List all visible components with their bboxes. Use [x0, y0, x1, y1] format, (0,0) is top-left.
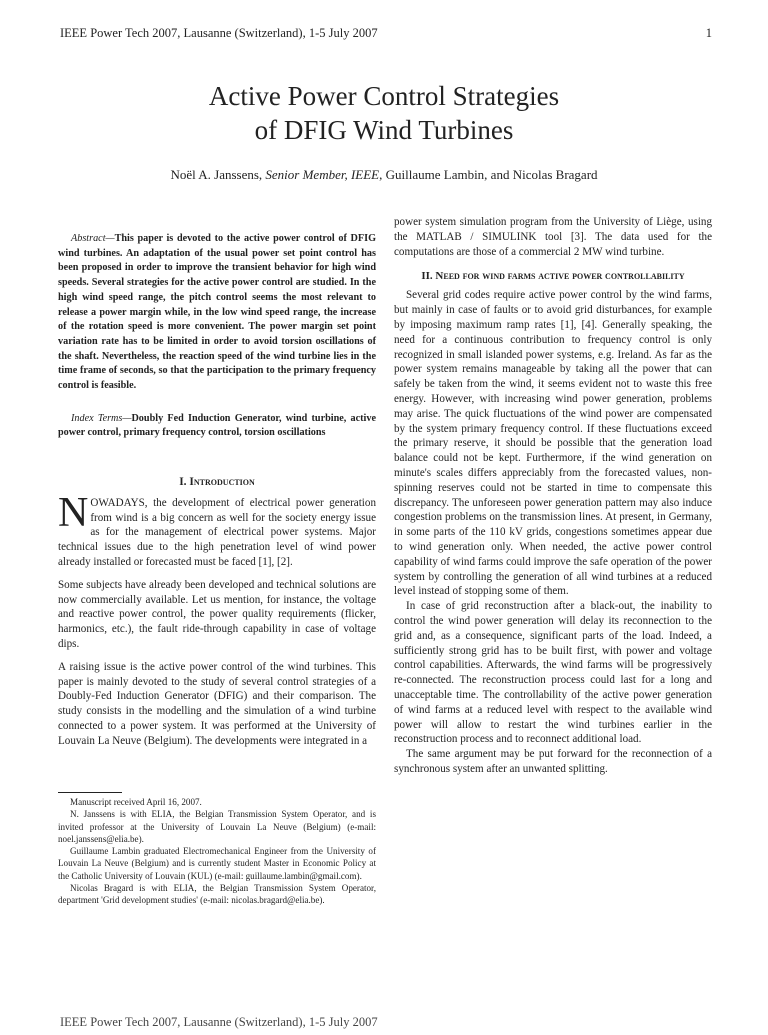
- title-line-1: Active Power Control Strategies: [208, 81, 560, 111]
- section-2-paragraph-2: In case of grid reconstruction after a black-out, the inability to control the wind power generation will delay its reconnection to the grid and, as a consequence, significant parts of the load. Indeed, a sufficiently strong grid has to be built first, with power and voltage control capabilities. Afterwards, the wind farms will be progressively re-connected. The reconstruction process could last for a long and unacceptable time. The controllability of the active power generation of wind farms at a reduced level with respect to the available wind power will allow to restart the wind turbines earlier in the reconstruction process and to reconnect additional load.: [394, 600, 712, 746]
- index-terms: [58, 412, 376, 441]
- section-2-paragraph-3: The same argument may be put forward for the reconnection of a synchronous system after an unwanted splitting.: [394, 748, 712, 775]
- section-1-paragraph-1-text: OWADAYS, the development of electrical power generation from wind is a big concern as well for the society energy issue as for the management of electrical power systems. Major technical issues due to the high penetration level of wind power already installed or forecasted must be faced [1], [2].: [58, 496, 376, 568]
- footnote-bragard: Nicolas Bragard is with ELIA, the Belgian Transmission System Operator, department 'Grid development studies' (e-mail: nicolas.bragard@elia.be).: [58, 883, 376, 906]
- footnotes: [58, 796, 376, 907]
- section-1-paragraph-1: [58, 489, 376, 570]
- section-2-paragraph-1: Several grid codes require active power control by the wind farms, but mainly in case of faults or to avoid grid disturbances, for example by imposing maximum ramp rates [1], [4]. Generally speaking, the need for a continuous contribution to frequency control is only recognized in small islanded power systems, e.g. Ireland. As far as the power system remains manageable by taking all the power that can safely be taken from the wind, it seems evident not to waste this free energy. However, with increasing wind power generation, problems may arise. The quick fluctuations of the wind power are compensated by the system primary frequency control. If these fluctuations exceed the primary reserve, it should be possible that the generation load balance could not be kept. Furthermore, if the wind generation on minute's scales differs appreciably from the forecasted values, non-spinning reserves could not be started in time to compensate this discrepancy. The unforeseen power generation pattern may also induce congestion problems on the transmission lines. At present, in Germany, in some parts of the 110 kV grids, congestions sometimes appear due to wind generation only. When needed, the active power control capability of wind farms could improve the safe operation of the power system by controlling the generation of all wind turbines at a reduced level instead of stopping some of them.: [394, 289, 712, 598]
- index-terms-text: Doubly Fed Induction Generator, wind turbine, active power control, primary frequency control, torsion oscillations: [58, 412, 376, 439]
- right-column: [394, 215, 712, 777]
- footnote-divider: [58, 792, 122, 793]
- running-header: [60, 24, 712, 42]
- continuation-paragraph: power system simulation program from the University of Liège, using the MATLAB / SIMULINK tool [3]. The data used for the computations are those of a commercial 2 MW wind turbine.: [394, 216, 712, 258]
- left-column: [58, 232, 376, 748]
- abstract-text: This paper is devoted to the active power control of DFIG wind turbines. An adaptation of the usual power set point control has been proposed in order to improve the transient behavior for high wind speeds. Several strategies for the active power control are studied. In the high wind speed range, the pitch control seems the most relevant to release a power margin while, in the low wind speed range, the increase of the rotation speed is more convenient. The power margin set point variation rate has to be limited in order to avoid torsion oscillations of the shaft. Nevertheless, the reaction speed of the wind turbine lies in the time frame of seconds, so that the participation to the primary frequency control is feasible.: [58, 233, 376, 392]
- author-list: [0, 166, 768, 184]
- section-1-title: Introduction: [189, 475, 255, 488]
- index-terms-lead: Index Terms—: [71, 412, 132, 424]
- footnote-janssens: N. Janssens is with ELIA, the Belgian Transmission System Operator, and is invited professor at the University of Louvain La Neuve (Belgium) (e-mail: noel.janssens@elia.be).: [58, 809, 376, 844]
- next-page-conference-info: IEEE Power Tech 2007, Lausanne (Switzerland), 1-5 July 2007: [60, 1015, 378, 1029]
- footnote-received: Manuscript received April 16, 2007.: [70, 797, 202, 807]
- author-name-1: Noël A. Janssens,: [170, 167, 263, 182]
- abstract-lead: Abstract—: [71, 233, 115, 244]
- abstract: [58, 232, 376, 394]
- section-1-heading: [58, 474, 376, 490]
- conference-info: IEEE Power Tech 2007, Lausanne (Switzerland), 1-5 July 2007: [60, 25, 378, 40]
- section-1-paragraph-2: Some subjects have already been developed and technical solutions are now commercially available. Let us mention, for instance, the voltage and reactive power control, the power quality requirements (flicker, harmonics, etc.), the fault ride-through capability in case of voltage dips.: [58, 578, 376, 650]
- section-2-heading: [394, 268, 712, 284]
- title-line-2: of DFIG Wind Turbines: [254, 115, 514, 145]
- section-2-number: II.: [421, 270, 433, 283]
- author-role-1: Senior Member, IEEE: [265, 167, 380, 182]
- author-names-rest: , Guillaume Lambin, and Nicolas Bragard: [379, 167, 598, 182]
- drop-cap: N: [58, 489, 89, 536]
- section-1-paragraph-3: A raising issue is the active power control of the wind turbines. This paper is mainly devoted to the study of several control strategies of a Doubly-Fed Induction Generator (DFIG) and their comparison. The study consists in the modelling and the simulation of a wind turbine connected to a power system. It was performed at the University of Louvain La Neuve (Belgium). The developments were integrated in a: [58, 660, 376, 747]
- next-page-header-peek: [60, 1015, 712, 1035]
- section-1-number: I.: [179, 475, 187, 488]
- footnote-lambin: Guillaume Lambin graduated Electromechanical Engineer from the University of Louvain La Neuve (Belgium) and is currently student Master in Economic Policy at the Catholic University of Louvain (KUL) (e-mail: guillaume.lambin@gmail.com).: [58, 846, 376, 881]
- section-2-title: Need for wind farms active power controllability: [435, 270, 685, 283]
- paper-title: [0, 79, 768, 147]
- page-number: 1: [705, 25, 712, 40]
